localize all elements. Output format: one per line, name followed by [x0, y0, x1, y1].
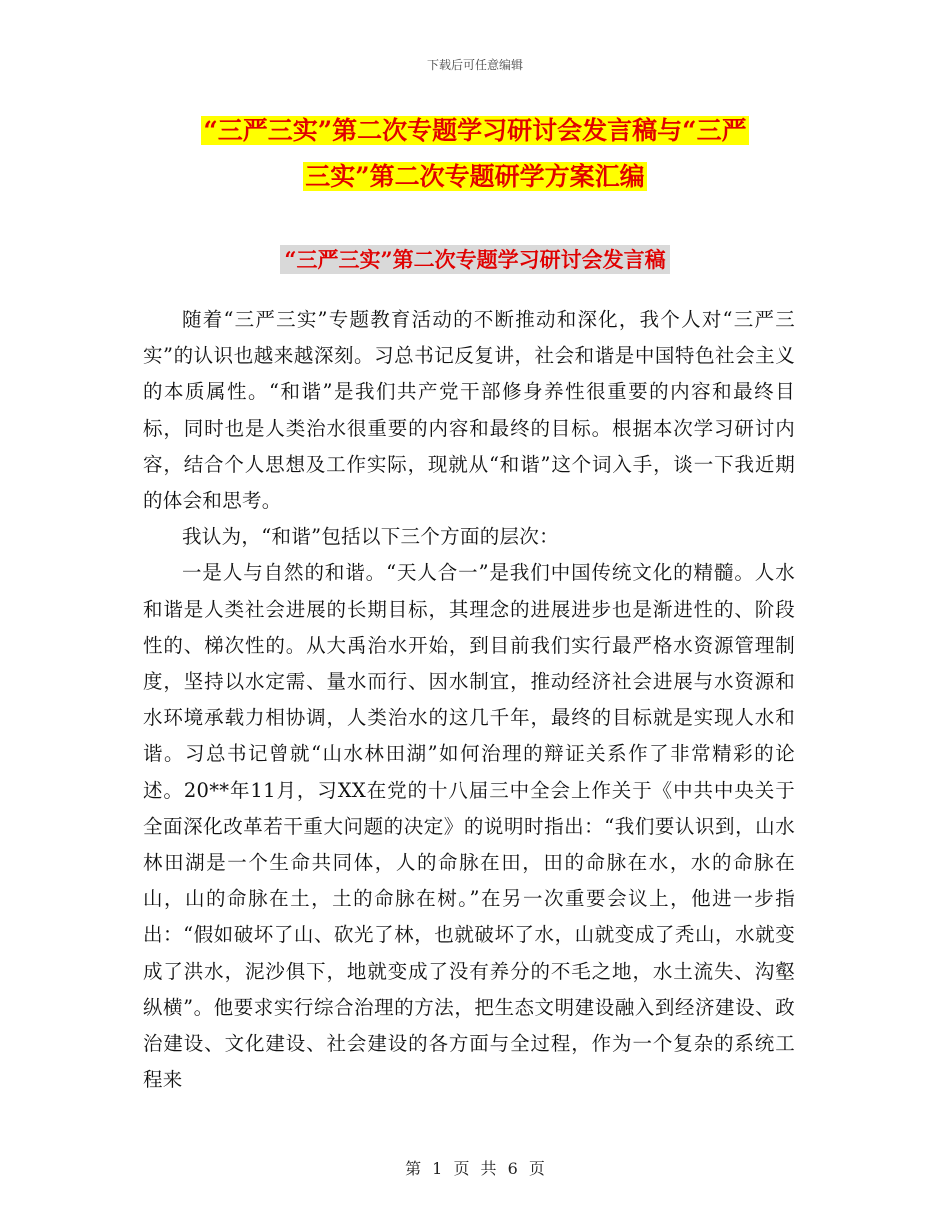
section-title — [0, 244, 950, 274]
paragraph: 一是人与自然的和谐。“天人合一”是我们中国传统文化的精髓。人水和谐是人类社会进展的长期目标，其理念的进展进步也是渐进性的、阶段性的、梯次性的。从大禹治水开始，到目前我们实行最严格水资源管理制度，坚持以水定需、量水而行、因水制宜，推动经济社会进展与水资源和水环境承载力相协调，人类治水的这几千年，最终的目标就是实现人水和谐。习总书记曾就“山水林田湖”如何治理的辩证关系作了非常精彩的论述。20**年11月，习XX在党的十八届三中全会上作关于《中共中央关于全面深化改革若干重大问题的决定》的说明时指出：“我们要认识到，山水林田湖是一个生命共同体，人的命脉在田，田的命脉在水，水的命脉在山，山的命脉在土，土的命脉在树。”在另一次重要会议上，他进一步指出：“假如破坏了山、砍光了林，也就破坏了水，山就变成了秃山，水就变成了洪水，泥沙俱下，地就变成了没有养分的不毛之地，水土流失、沟壑纵横”。他要求实行综合治理的方法，把生态文明建设融入到经济建设、政治建设、文化建设、社会建设的各方面与全过程，作为一个复杂的系统工程来 — [143, 561, 795, 1092]
header-note: 下载后可任意编辑 — [426, 58, 523, 72]
document-title-line-2: 三实”第二次专题研学方案汇编 — [305, 162, 645, 191]
page-footer: 第 1 页 共 6 页 — [405, 1159, 545, 1178]
document-title — [140, 108, 810, 200]
section-title-text: “三严三实”第二次专题学习研讨会发言稿 — [280, 245, 669, 274]
paragraph: 我认为，“和谐”包括以下三个方面的层次： — [182, 525, 559, 549]
paragraph: 随着“三严三实”专题教育活动的不断推动和深化，我个人对“三严三实”的认识也越来越深刻。习总书记反复讲，社会和谐是中国特色社会主义的本质属性。“和谐”是我们共产党干部修身养性很重要的内容和最终目标，同时也是人类治水很重要的内容和最终的目标。根据本次学习研讨内容，结合个人思想及工作实际，现就从“和谐”这个词入手，谈一下我近期的体会和思考。 — [143, 308, 795, 513]
body-text — [143, 302, 795, 1098]
document-title-line-1: “三严三实”第二次专题学习研讨会发言稿与“三严 — [203, 116, 747, 145]
